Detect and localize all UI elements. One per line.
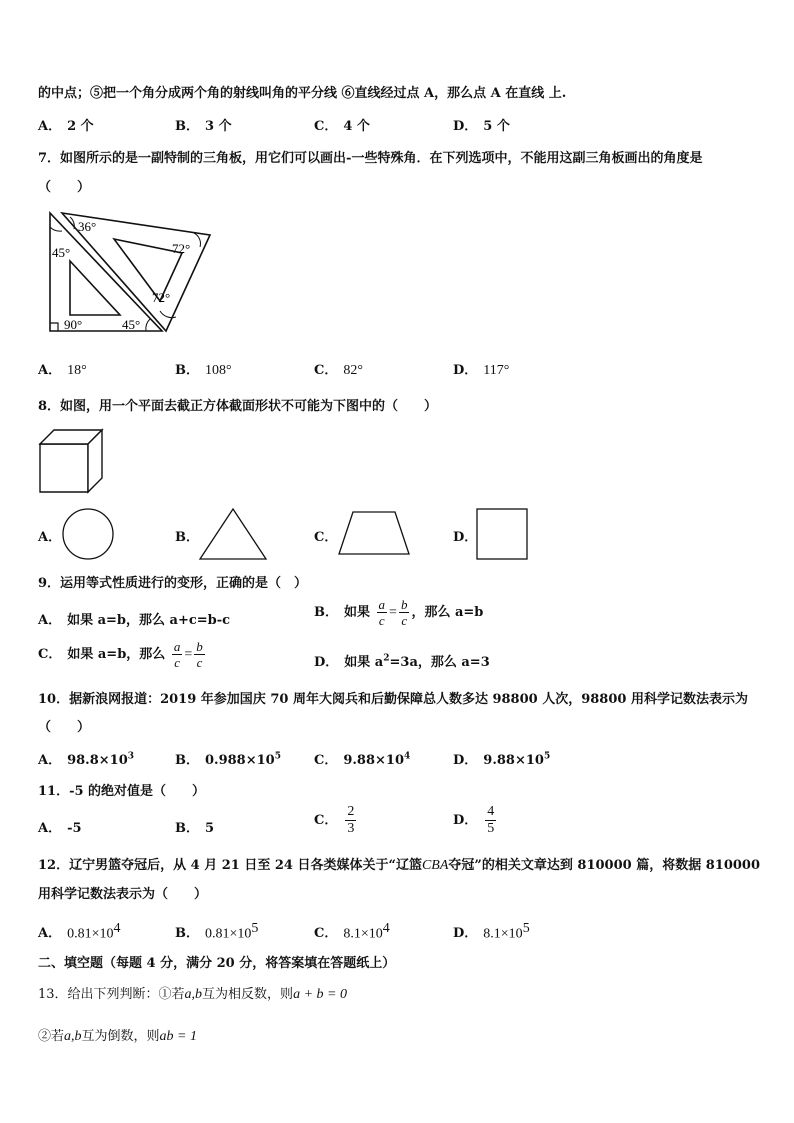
label-45-top: 45° bbox=[52, 245, 71, 260]
fraction: $\frac{a}{c}$ bbox=[173, 639, 181, 670]
fraction: $\frac{2}{3}$ bbox=[347, 804, 355, 836]
q12-option-d[interactable]: D． $8.1\times 10^5$ bbox=[453, 921, 530, 942]
label-72-b: 72° bbox=[152, 290, 171, 305]
q12-line2: 用科学记数法表示为（ ） bbox=[38, 887, 208, 902]
q7-option-c[interactable]: C． 82° bbox=[314, 363, 363, 378]
q11-option-d[interactable]: D． $\frac{4}{5}$ bbox=[453, 804, 495, 836]
circle-icon bbox=[61, 507, 115, 561]
q8-stem: 8．如图，用一个平面去截正方体截面形状不可能为下图中的（ ） bbox=[38, 399, 438, 414]
q7-stem: 7．如图所示的是一副特制的三角板，用它们可以画出-一些特殊角．在下列选项中，不能用这副三角板画出的角度是 bbox=[38, 151, 703, 166]
q10-stem: 10．据新浪网报道：2019 年参加国庆 70 周年大阅兵和后勤保障总人数多达 98800 人次，98800 用科学记数法表示为 bbox=[38, 692, 748, 707]
cube-icon bbox=[38, 428, 106, 496]
q12-option-a[interactable]: A． $0.81\times 10^4$ bbox=[38, 921, 121, 942]
q13-line2: ②若a,b互为倒数，则ab = 1 bbox=[38, 1029, 197, 1044]
q11-option-a[interactable]: A． -5 bbox=[38, 821, 82, 836]
q7-option-b[interactable]: B． 108° bbox=[175, 363, 232, 378]
fraction: $\frac{4}{5}$ bbox=[487, 804, 495, 836]
q6-option-c[interactable]: C． 4 个 bbox=[314, 119, 370, 134]
label-72-a: 72° bbox=[172, 241, 191, 256]
q9-option-a[interactable]: A． 如果 a=b，那么 a+c=b-c bbox=[38, 613, 231, 628]
q6-option-a[interactable]: A． 2 个 bbox=[38, 119, 94, 134]
q12-stem: 12．辽宁男篮夺冠后，从 4 月 21 日至 24 日各类媒体关于“辽篮CBA夺冠”的相关文章达到 810000 篇，将数据 810000 bbox=[38, 858, 761, 873]
q13-line1: 13．给出下列判断：①若a,b互为相反数，则a + b = 0 bbox=[38, 987, 347, 1002]
q7-paren: （ ） bbox=[38, 180, 91, 195]
q7-option-d[interactable]: D． 117° bbox=[453, 363, 510, 378]
fraction: $\frac{b}{c}$ bbox=[400, 597, 408, 628]
q9-stem: 9．运用等式性质进行的变形，正确的是（ ） bbox=[38, 576, 308, 591]
q10-paren: （ ） bbox=[38, 720, 91, 735]
q6-option-d[interactable]: D． 5 个 bbox=[453, 119, 510, 134]
triangle-icon bbox=[198, 507, 268, 561]
label-90: 90° bbox=[64, 317, 83, 332]
q11-option-c[interactable]: C． $\frac{2}{3}$ bbox=[314, 804, 355, 836]
q11-option-b[interactable]: B． 5 bbox=[175, 821, 215, 836]
square-icon bbox=[476, 508, 528, 560]
q10-option-d[interactable]: D． $9.88\times 10^5$ bbox=[453, 751, 551, 768]
q6-option-b[interactable]: B． 3 个 bbox=[175, 119, 232, 134]
q10-option-a[interactable]: A． $98.8\times 10^3$ bbox=[38, 751, 135, 768]
q6-line: 的中点；⑤把一个角分成两个角的射线叫角的平分线 ⑥直线经过点 A，那么点 A 在直线 上. bbox=[38, 86, 567, 101]
triangle-set-figure bbox=[34, 205, 219, 340]
q12-option-b[interactable]: B． $0.81\times 10^5$ bbox=[175, 921, 259, 942]
q8-option-b[interactable]: B． bbox=[175, 530, 199, 545]
q9-option-b[interactable]: B． 如果 $\frac{a}{c}$ = $\frac{b}{c}$ ，那么 a=b bbox=[314, 597, 484, 628]
q10-option-b[interactable]: B． $0.988\times 10^5$ bbox=[175, 751, 281, 768]
q12-option-c[interactable]: C． $8.1\times 10^4$ bbox=[314, 921, 390, 942]
q9-option-d[interactable]: D． 如果 $a^2=3a$，那么 a=3 bbox=[314, 653, 490, 670]
q11-stem: 11．-5 的绝对值是（ ） bbox=[38, 784, 206, 799]
label-45-bottom: 45° bbox=[122, 317, 141, 332]
section-heading: 二、填空题（每题 4 分，满分 20 分，将答案填在答题纸上） bbox=[38, 956, 396, 971]
q8-option-a[interactable]: A． bbox=[38, 530, 62, 545]
label-36: 36° bbox=[78, 219, 97, 234]
fraction: $\frac{b}{c}$ bbox=[196, 639, 203, 670]
q9-option-c[interactable]: C． 如果 a=b，那么 $\frac{a}{c}$ = $\frac{b}{c}$ bbox=[38, 639, 203, 670]
q8-option-d[interactable]: D． bbox=[453, 530, 478, 545]
q8-option-c[interactable]: C． bbox=[314, 530, 338, 545]
fraction: $\frac{a}{c}$ bbox=[378, 597, 386, 628]
trapezoid-icon bbox=[337, 510, 411, 556]
q7-option-a[interactable]: A． 18° bbox=[38, 363, 87, 378]
q10-option-c[interactable]: C． $9.88\times 10^4$ bbox=[314, 751, 411, 768]
